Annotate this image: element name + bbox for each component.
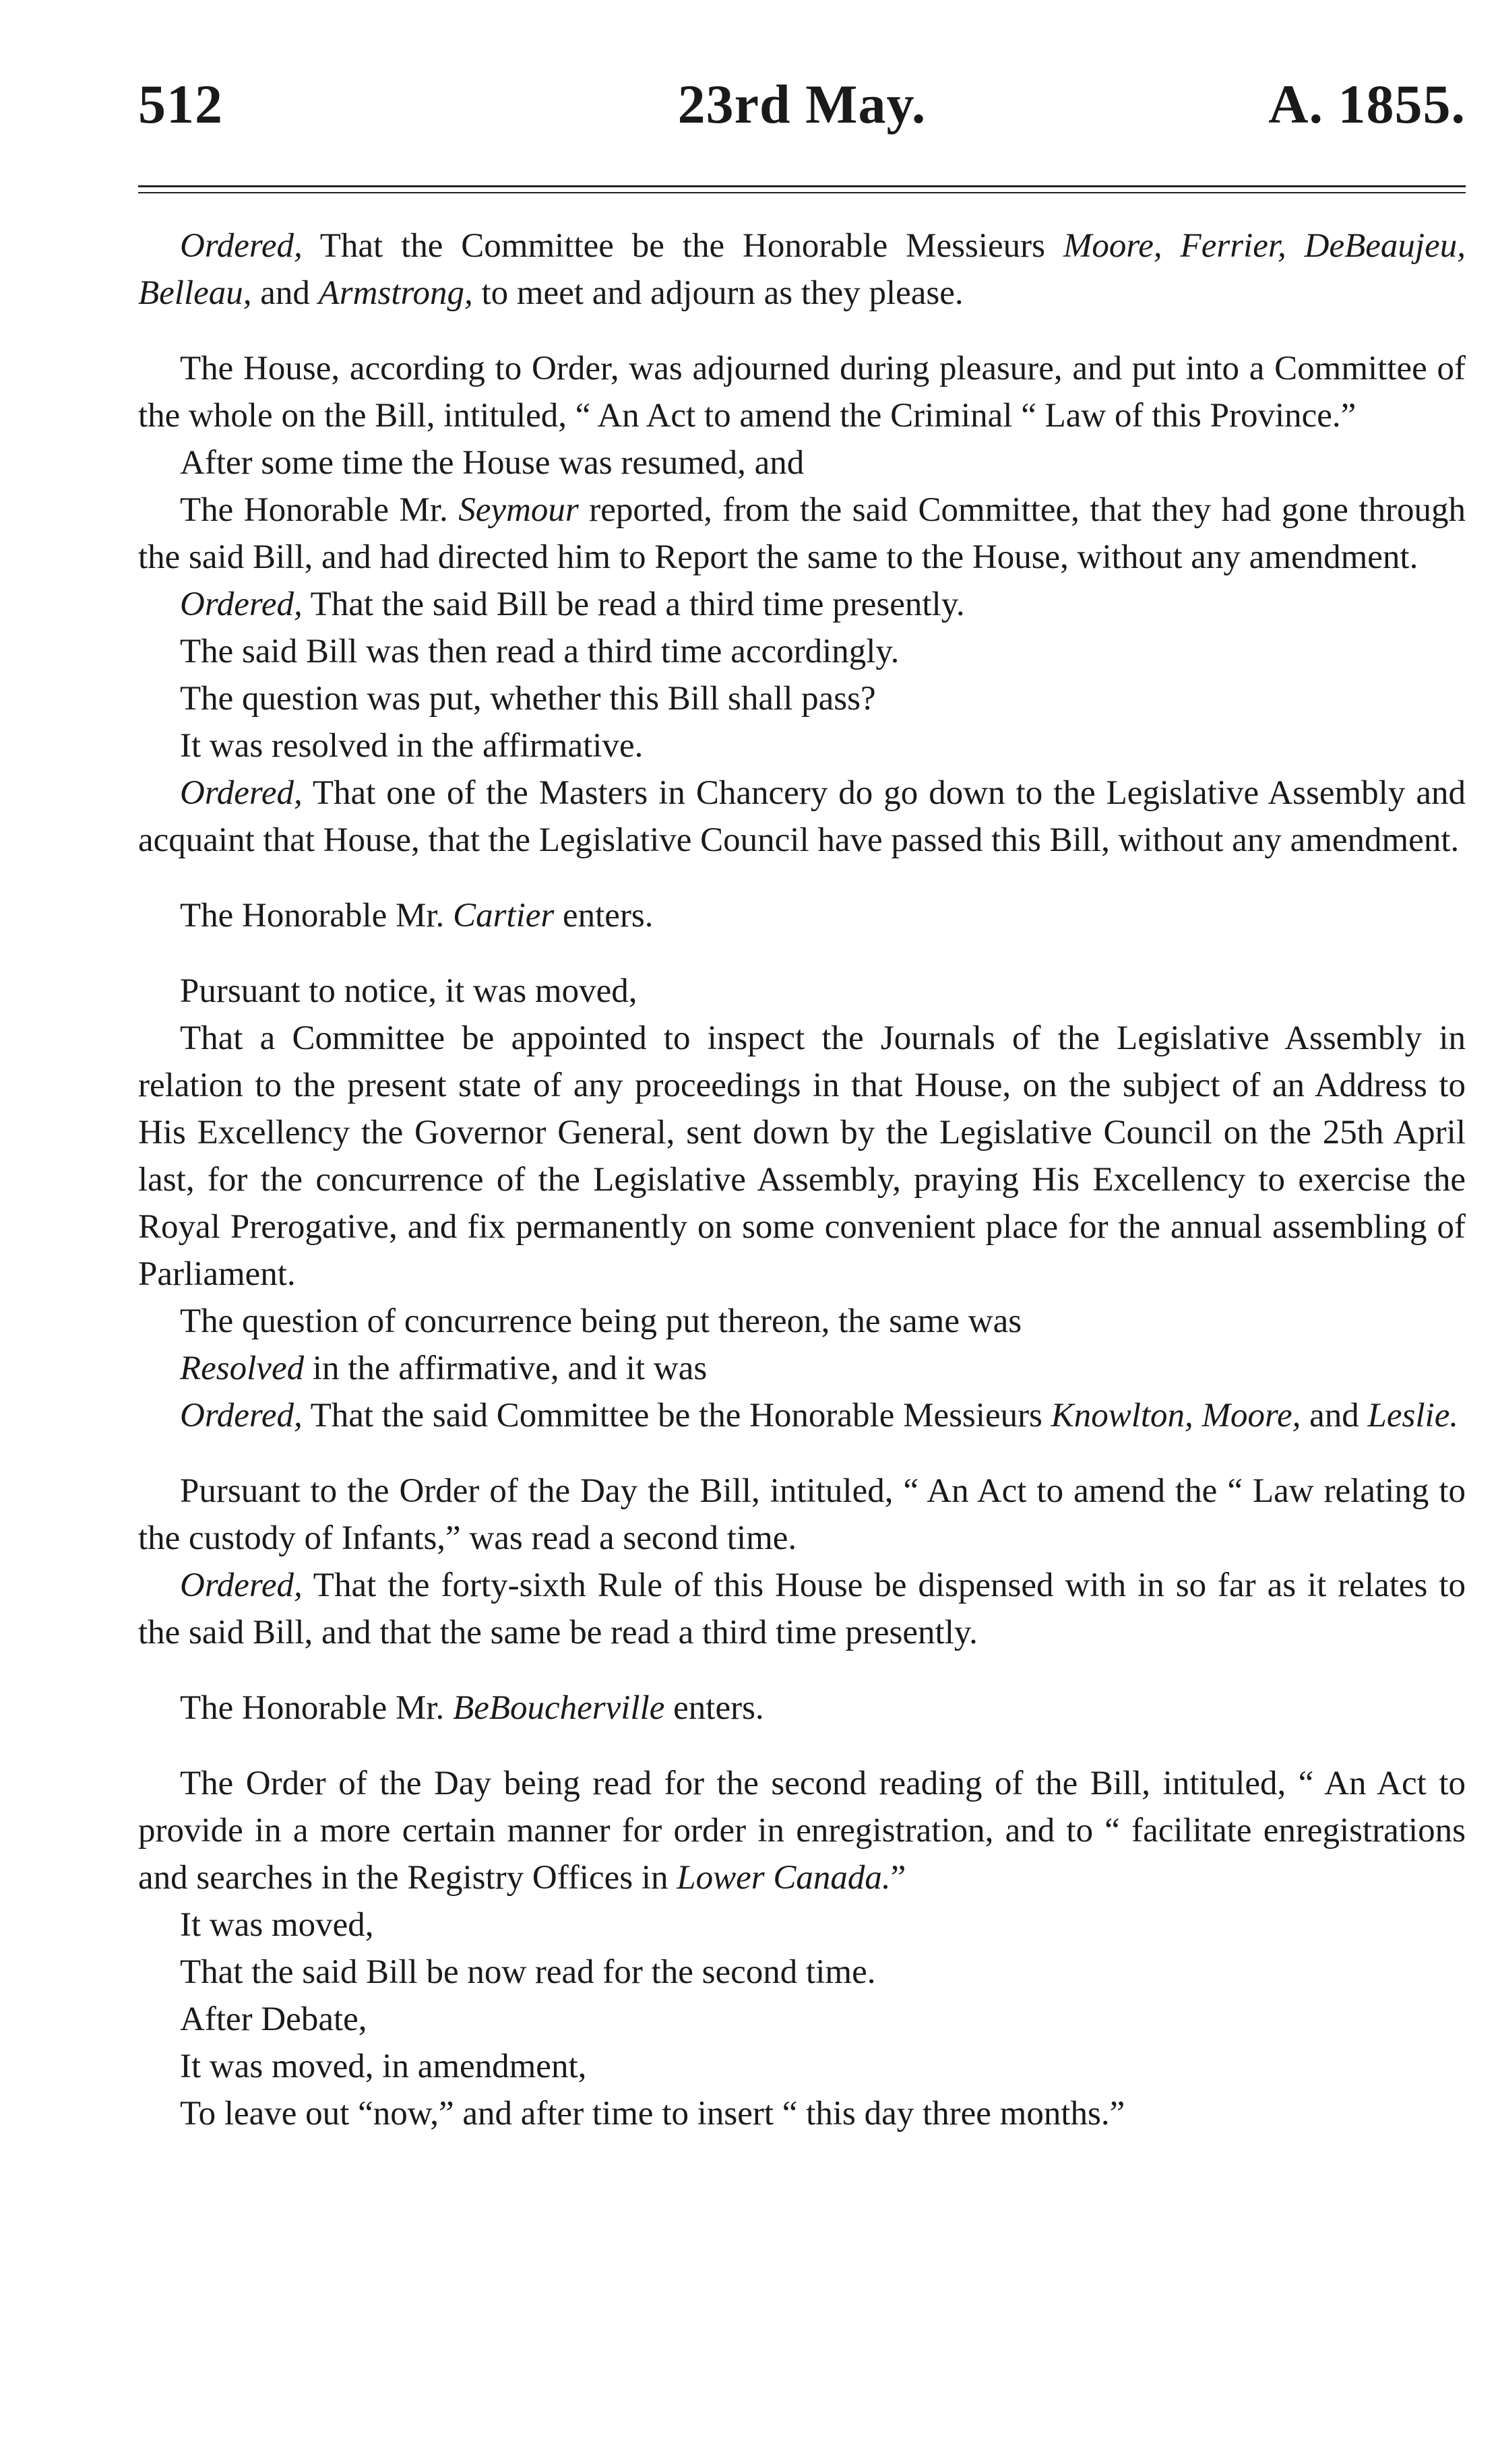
- paragraph-text: It was moved,: [180, 1906, 374, 1944]
- paragraph-text: in the affirmative, and it was: [304, 1350, 708, 1387]
- paragraph-text: to meet and adjourn as they please.: [472, 274, 964, 312]
- paragraph: [138, 722, 1466, 769]
- italic-text: Ordered,: [180, 1397, 303, 1434]
- italic-text: Ordered,: [180, 586, 303, 623]
- paragraph-text: The Honorable Mr.: [180, 491, 459, 529]
- paragraph: [138, 1345, 1466, 1392]
- paragraph-text: enters.: [664, 1689, 764, 1727]
- header-date: 23rd May.: [677, 73, 927, 135]
- paragraph: [138, 1015, 1466, 1298]
- italic-text: BeBoucherville: [453, 1689, 665, 1727]
- paragraph: [138, 581, 1466, 628]
- paragraph: [138, 1684, 1466, 1732]
- paragraph: [138, 968, 1466, 1015]
- paragraph: [138, 892, 1466, 939]
- paragraph: [138, 1392, 1466, 1439]
- header-rule-bottom: [138, 192, 1466, 193]
- paragraph-text: That the said Bill be now read for the second time.: [180, 1953, 876, 1991]
- header-rule-top: [138, 185, 1466, 187]
- page-header: [138, 71, 1466, 138]
- paragraph-text: It was moved, in amendment,: [180, 2048, 587, 2085]
- paragraph-text: enters.: [554, 897, 654, 935]
- paragraph-text: The question of concurrence being put thereon, the same was: [180, 1302, 1022, 1340]
- paragraph: [138, 1467, 1466, 1562]
- paragraph-text: and: [251, 274, 319, 312]
- paragraph-text: The said Bill was then read a third time accordingly.: [180, 633, 900, 670]
- paragraph: [138, 2043, 1466, 2090]
- paragraph-text: Pursuant to the Order of the Day the Bill, intituled, “ An Act to amend the “ Law relating to the custody of Infants,” was read a second time.: [138, 1472, 1466, 1557]
- paragraph-text: That the forty-sixth Rule of this House be dispensed with in so far as it relates to the said Bill, and that the same be read a third time presently.: [138, 1567, 1466, 1651]
- paragraph: [138, 1949, 1466, 1996]
- italic-text: Lower Canada.: [677, 1859, 891, 1897]
- paragraph-text: The Order of the Day being read for the second reading of the Bill, intituled, “ An Act to provide in a more certain manner for order in enregistration, and to “ facilitate enregistrations and searches in the Registry Offices in: [138, 1765, 1466, 1897]
- paragraph-text: That one of the Masters in Chancery do go down to the Legislative Assembly and acquaint that House, that the Legislative Council have passed this Bill, without any amendment.: [138, 774, 1466, 859]
- paragraph-text: and: [1301, 1397, 1368, 1434]
- paragraph: [138, 486, 1466, 581]
- italic-text: Armstrong,: [318, 274, 473, 312]
- italic-text: Ordered,: [180, 774, 303, 812]
- italic-text: Ordered,: [180, 227, 303, 265]
- paragraph: [138, 628, 1466, 675]
- paragraph: [138, 1901, 1466, 1949]
- paragraph: [138, 1562, 1466, 1656]
- paragraph-text: That the said Bill be read a third time presently.: [302, 586, 965, 623]
- header-year: A. 1855.: [1268, 73, 1466, 135]
- paragraph-text: The Honorable Mr.: [180, 1689, 454, 1727]
- paragraph: [138, 1760, 1466, 1901]
- italic-text: Moore, Ferrier, DeBeaujeu, Belleau,: [138, 227, 1466, 312]
- paragraph-text: It was resolved in the affirmative.: [180, 727, 644, 765]
- paragraph-text: After Debate,: [180, 2000, 367, 2038]
- paragraph: [138, 439, 1466, 486]
- italic-text: Ordered,: [180, 1567, 303, 1604]
- paragraph: [138, 1298, 1466, 1345]
- paragraph: [138, 675, 1466, 722]
- paragraph-text: That the said Committee be the Honorable Messieurs: [302, 1397, 1051, 1434]
- italic-text: Knowlton, Moore,: [1051, 1397, 1301, 1434]
- paragraph-text: The Honorable Mr.: [180, 897, 454, 935]
- paragraph: [138, 1996, 1466, 2043]
- paragraph: [138, 345, 1466, 439]
- paragraph-text: Pursuant to notice, it was moved,: [180, 972, 637, 1010]
- paragraph: [138, 222, 1466, 317]
- paragraph-text: reported, from the said Committee, that they had gone through the said Bill, and had directed him to Report the same to the House, without any amendment.: [138, 491, 1466, 576]
- paragraph-text: To leave out “now,” and after time to insert “ this day three months.”: [180, 2095, 1125, 2133]
- paragraph-text: The question was put, whether this Bill shall pass?: [180, 680, 876, 718]
- paragraph-text: After some time the House was resumed, and: [180, 444, 805, 482]
- italic-text: Cartier: [453, 897, 555, 935]
- paragraph-text: That the Committee be the Honorable Messieurs: [302, 227, 1063, 265]
- italic-text: Seymour: [458, 491, 579, 529]
- page-number: 512: [138, 73, 223, 135]
- paragraph: [138, 2090, 1466, 2137]
- journal-body: [138, 222, 1466, 2137]
- paragraph-text: The House, according to Order, was adjourned during pleasure, and put into a Committee of the whole on the Bill, intituled, “ An Act to amend the Criminal “ Law of this Province.”: [138, 350, 1466, 435]
- italic-text: Leslie.: [1367, 1397, 1459, 1434]
- paragraph-text: ”: [890, 1859, 906, 1897]
- italic-text: Resolved: [180, 1350, 305, 1387]
- paragraph: [138, 769, 1466, 864]
- paragraph-text: That a Committee be appointed to inspect the Journals of the Legislative Assembly in relation to the present state of any proceedings in that House, on the subject of an Address to His Excellency the Governor General, sent down by the Legislative Council on the 25th April last, for the concurrence of the Legislative Assembly, praying His Excellency to exercise the Royal Prerogative, and fix permanently on some convenient place for the annual assembling of Parliament.: [138, 1019, 1466, 1293]
